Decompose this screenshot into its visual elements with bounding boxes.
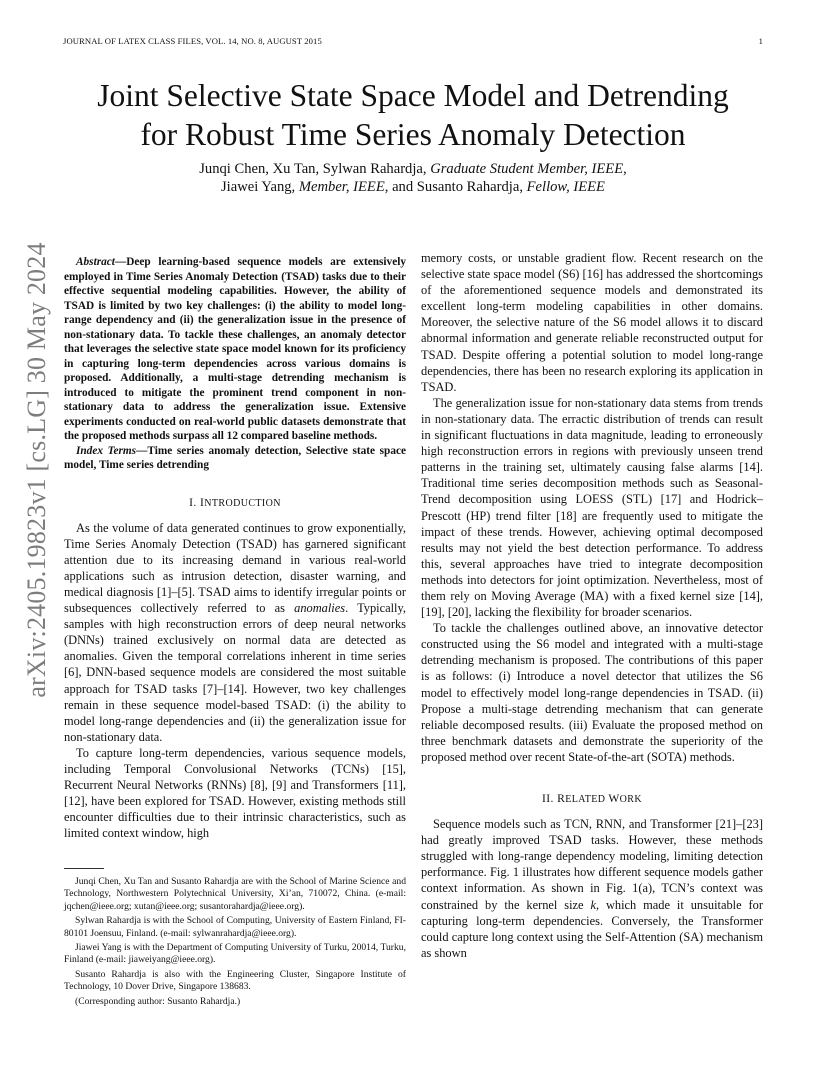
related-paragraph-1: Sequence models such as TCN, RNN, and Transformer [21]–[23] had greatly improved TSAD tasks. However, these methods struggled with long-range dependency modeling, limiting detection performance. Fig. 1 illustrates how different sequence models gather context information. As shown in Fig. 1(a), TCN’s context was constrained by the kernel size k, which made it unsuitable for capturing long-term dependencies. Conversely, the Transformer could capture long context using the Self-Attention (SA) mechanism as shown <box>421 817 763 960</box>
author-list <box>63 160 763 196</box>
author-role-2a: Member, IEEE <box>298 179 385 195</box>
author-line-2 <box>63 178 763 196</box>
author-role-2b: Fellow, IEEE <box>526 179 605 195</box>
intro-paragraph-1: As the volume of data generated continues to grow exponentially, Time Series Anomaly Detection (TSAD) has garnered significant attention due to its increasing demand in various real-world applications such as intrusion detection, disaster warning, and medical diagnosis [1]–[5]. TSAD aims to identify irregular points or subsequences collectively referred to as anomalies. Typically, samples with high reconstruction errors of deep neural networks (DNNs) trained exclusively on normal data are detected as anomalies. Given the temporal correlations inherent in time series [6], DNN-based sequence models are considered the most suitable approach for TSAD tasks [7]–[14]. However, two key challenges remain in these sequence model-based TSAD: (i) the ability to model long-range dependencies and (ii) the generalization issue for non-stationary data. <box>64 520 406 744</box>
section-heading-introduction: I. INTRODUCTION <box>189 495 281 509</box>
author-names-2a: Jiawei Yang, <box>221 179 299 195</box>
footnote-rule <box>64 868 104 869</box>
footnote-affiliation-1: Junqi Chen, Xu Tan and Susanto Rahardja are with the School of Marine Science and Technology, Northwestern Polytechnical University, Xi’an, 710072, China. (e-mail: jqchen@ieee.org; xutan@ieee.org; susantorahardja@ieee.org). <box>64 876 406 912</box>
intro-paragraph-2: To capture long-term dependencies, various sequence models, including Temporal Convolusional Networks (TCNs) [15], Recurrent Neural Networks (RNNs) [8], [9] and Transformers [11], [12], have been explored for TSAD. However, existing methods still encounter difficulties due to their intrinsic characteristics, such as limited context window, high <box>64 745 406 841</box>
running-head <box>63 36 763 46</box>
intro-paragraph-5: To tackle the challenges outlined above, an innovative detector constructed using the S6 model and integrated with a multi-stage detrending mechanism is proposed. The contributions of this paper is as follows: (i) Introduce a novel detector that utilizes the S6 model to effectively model long-range dependencies in TSAD. (ii) Propose a multi-stage detrending mechanism that can generate reliable decomposed results. (iii) Evaluate the proposed method on three benchmark datasets and demonstrate the superiority of the proposed method over recent State-of-the-art (SOTA) methods. <box>421 621 763 764</box>
abstract-label: Abstract <box>76 256 115 268</box>
footnotes <box>64 876 406 1010</box>
footnote-corresponding-author: (Corresponding author: Susanto Rahardja.) <box>75 995 241 1007</box>
abstract-text: —Deep learning-based sequence models are extensively employed in Time Series Anomaly Detection (TSAD) tasks due to their effective sequential modeling capabilities. However, the ability of TSAD is limited by two key challenges: (i) the ability to model long-range dependency and (ii) the generalization issue in the presence of non-stationary data. To tackle these challenges, an anomaly detector that leverages the selective state space model known for its proficiency in capturing long-term dependencies across various domains is proposed. Additionally, a multi-stage detrending mechanism is introduced to mitigate the prominent trend component in non-stationary data to address the generalization issue. Extensive experiments conducted on real-world public datasets demonstrate that the proposed methods surpass all 12 compared baseline methods. <box>64 256 406 442</box>
section-heading-related-work: II. RELATED WORK <box>541 792 642 805</box>
intro-paragraph-3: memory costs, or unstable gradient flow. Recent research on the selective state space model (S6) [16] has addressed the shortcomings of the aforementioned sequence models and demonstrated its excellent long-term modeling capabilities in other domains. Moreover, the selective nature of the S6 model allows it to discard abnormal information and generate reliable reconstructed output for TSAD. Despite offering a potential solution to model long-range dependencies, there has been no research exploring its application in TSAD. <box>421 251 763 394</box>
index-terms <box>64 444 406 473</box>
footnote-affiliation-2: Sylwan Rahardja is with the School of Computing, University of Eastern Finland, FI-80101 Joensuu, Finland. (e-mail: sylwanrahardja@ieee.org). <box>64 915 406 939</box>
arxiv-stamp <box>17 242 57 698</box>
page-number: 1 <box>758 36 763 46</box>
author-role-1: Graduate Student Member, IEEE <box>430 161 624 177</box>
index-terms-text: —Time series anomaly detection, Selective state space model, Time series detrending <box>64 444 406 471</box>
footnote-affiliation-3: Jiawei Yang is with the Department of Computing University of Turku, 20014, Turku, Finland (e-mail: jiaweiyang@ieee.org). <box>64 942 406 966</box>
journal-line: JOURNAL OF LATEX CLASS FILES, VOL. 14, NO. 8, AUGUST 2015 <box>63 36 322 46</box>
title-line-1: Joint Selective State Space Model and Detrending <box>97 78 729 113</box>
right-column <box>421 250 763 961</box>
arxiv-id: arXiv:2405.19823v1 [cs.LG] 30 May 2024 <box>22 242 51 698</box>
author-names-2b: , and Susanto Rahardja, <box>384 179 527 195</box>
author-line-1-end: , <box>623 161 627 177</box>
left-column <box>64 255 406 841</box>
paper-title <box>63 76 763 154</box>
author-names-1: Junqi Chen, Xu Tan, Sylwan Rahardja, <box>199 161 431 177</box>
author-line-1 <box>63 160 763 178</box>
title-line-2: for Robust Time Series Anomaly Detection <box>140 117 686 152</box>
intro-paragraph-4: The generalization issue for non-stationary data stems from trends in non-stationary data. The erractic distribution of trends can result in significant fluctuations in data magnitude, leading to erroneously high reconstruction errors in regions with previously unseen trend patterns in the training set, ultimately causing false alarms [14]. Traditional time series decomposition methods such as Seasonal-Trend decomposition using LOESS (STL) [17] and Hodrick–Prescott (HP) trend filter [18] are frequently used to mitigate the impact of these trends. However, achieving optimal decomposed results may not yield the best detection performance. To address this, several approaches have tried to integrate decomposition methods into detectors for joint optimization. Nevertheless, most of them rely on Moving Average (MA) with a fixed kernel size [14], [19], [20], lacking the flexibility for broader scenarios. <box>421 395 763 620</box>
abstract <box>64 255 406 444</box>
index-terms-label: Index Terms <box>76 444 137 457</box>
footnote-affiliation-4: Susanto Rahardja is also with the Engineering Cluster, Singapore Institute of Technology, 10 Dover Drive, Singapore 138683. <box>64 968 406 993</box>
